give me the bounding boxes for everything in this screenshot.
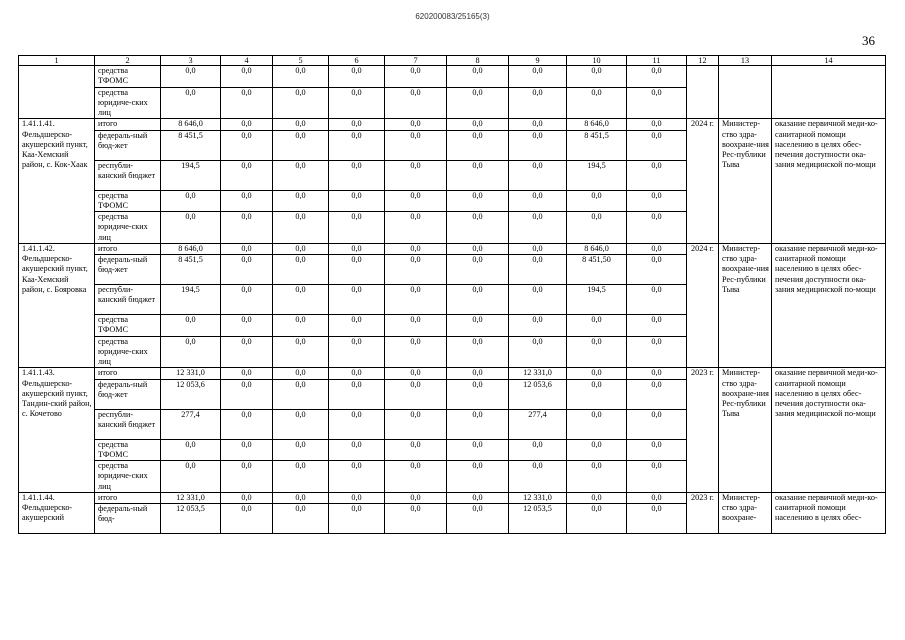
amount-cell: 0,0 [161,315,221,337]
item-cell-continued [19,66,95,88]
amount-cell: 12 331,0 [161,492,221,503]
item-cell-continued [19,87,95,119]
amount-cell: 12 331,0 [509,368,567,379]
year-cell: 2023 г. [687,492,719,533]
amount-cell: 0,0 [567,212,627,244]
amount-cell: 0,0 [161,461,221,493]
year-cell-continued [687,66,719,88]
year-cell: 2024 г. [687,243,719,368]
amount-cell: 0,0 [509,160,567,190]
amount-cell: 277,4 [161,409,221,439]
amount-cell: 8 451,5 [567,130,627,160]
amount-cell: 0,0 [567,87,627,119]
amount-cell: 0,0 [329,439,385,461]
amount-cell: 0,0 [627,336,687,368]
amount-cell: 0,0 [385,368,447,379]
amount-cell: 8 451,50 [567,255,627,285]
executor-cell-continued [719,66,772,88]
result-cell: оказание первичной меди-ко-санитарной помощи населению в целях обес-печения доступности ока-зания медицинской по-мощи [772,243,886,368]
amount-cell: 0,0 [447,243,509,254]
amount-cell: 0,0 [329,315,385,337]
amount-cell: 0,0 [385,285,447,315]
amount-cell: 0,0 [273,379,329,409]
amount-cell: 0,0 [329,492,385,503]
funding-source-label: итого [95,119,161,130]
amount-cell: 0,0 [627,255,687,285]
amount-cell: 0,0 [221,336,273,368]
amount-cell: 0,0 [447,255,509,285]
column-number-header: 4 [221,56,273,66]
table-row [19,66,886,88]
table-row [19,492,886,503]
amount-cell: 0,0 [385,409,447,439]
amount-cell: 0,0 [385,336,447,368]
executor-cell: Министер-ство здра-воохране- [719,492,772,533]
amount-cell: 0,0 [447,87,509,119]
amount-cell: 194,5 [567,160,627,190]
amount-cell: 0,0 [273,409,329,439]
amount-cell: 0,0 [509,130,567,160]
amount-cell: 0,0 [273,87,329,119]
amount-cell: 0,0 [273,119,329,130]
amount-cell: 0,0 [509,212,567,244]
funding-source-label: федераль-ный бюд-жет [95,130,161,160]
amount-cell: 0,0 [273,461,329,493]
amount-cell: 0,0 [509,461,567,493]
amount-cell: 0,0 [273,504,329,534]
amount-cell: 0,0 [385,212,447,244]
amount-cell: 0,0 [509,119,567,130]
amount-cell: 0,0 [221,315,273,337]
amount-cell: 0,0 [273,130,329,160]
funding-source-label: средства ТФОМС [95,190,161,212]
budget-table [18,55,886,534]
funding-source-label: республи-канский бюджет [95,160,161,190]
amount-cell: 0,0 [221,87,273,119]
amount-cell: 12 053,5 [161,504,221,534]
amount-cell: 0,0 [329,87,385,119]
column-number-header: 7 [385,56,447,66]
executor-cell: Министер-ство здра-воохране-ния Рес-публики Тыва [719,368,772,493]
amount-cell: 0,0 [221,368,273,379]
amount-cell: 0,0 [273,212,329,244]
funding-source-label: средства юридиче-ских лиц [95,87,161,119]
amount-cell: 0,0 [447,368,509,379]
amount-cell: 0,0 [509,66,567,88]
amount-cell: 0,0 [385,439,447,461]
amount-cell: 0,0 [221,285,273,315]
amount-cell: 12 331,0 [161,368,221,379]
amount-cell: 0,0 [567,336,627,368]
funding-source-label: средства юридиче-ских лиц [95,336,161,368]
amount-cell: 8 646,0 [161,243,221,254]
amount-cell: 0,0 [329,160,385,190]
funding-source-label: федераль-ный бюд- [95,504,161,534]
amount-cell: 0,0 [385,504,447,534]
amount-cell: 0,0 [329,190,385,212]
amount-cell: 0,0 [509,190,567,212]
amount-cell: 0,0 [567,492,627,503]
amount-cell: 0,0 [567,190,627,212]
amount-cell: 0,0 [329,336,385,368]
amount-cell: 0,0 [509,285,567,315]
amount-cell: 0,0 [447,439,509,461]
column-number-header: 10 [567,56,627,66]
amount-cell: 0,0 [273,315,329,337]
amount-cell: 0,0 [221,409,273,439]
amount-cell: 0,0 [627,461,687,493]
amount-cell: 0,0 [567,439,627,461]
amount-cell: 0,0 [447,285,509,315]
amount-cell: 0,0 [221,243,273,254]
amount-cell: 0,0 [627,130,687,160]
amount-cell: 12 053,6 [509,379,567,409]
amount-cell: 0,0 [273,439,329,461]
column-number-header: 11 [627,56,687,66]
amount-cell: 0,0 [221,66,273,88]
item-description-cell: 1.41.1.41. Фельдшерско-акушерский пункт, Каа-Хемский район, с. Кок-Хаак [19,119,95,244]
funding-source-label: средства юридиче-ских лиц [95,461,161,493]
amount-cell: 0,0 [447,130,509,160]
result-cell-continued [772,87,886,119]
amount-cell: 0,0 [509,439,567,461]
amount-cell: 0,0 [329,130,385,160]
column-number-header: 1 [19,56,95,66]
amount-cell: 0,0 [329,255,385,285]
column-number-header: 13 [719,56,772,66]
amount-cell: 0,0 [273,492,329,503]
amount-cell: 0,0 [221,255,273,285]
amount-cell: 0,0 [627,160,687,190]
amount-cell: 0,0 [447,315,509,337]
amount-cell: 0,0 [509,255,567,285]
amount-cell: 0,0 [329,368,385,379]
year-cell: 2024 г. [687,119,719,244]
funding-source-label: средства ТФОМС [95,315,161,337]
amount-cell: 0,0 [221,379,273,409]
amount-cell: 0,0 [329,409,385,439]
amount-cell: 0,0 [221,212,273,244]
amount-cell: 0,0 [627,315,687,337]
amount-cell: 0,0 [567,409,627,439]
amount-cell: 0,0 [627,87,687,119]
amount-cell: 194,5 [567,285,627,315]
amount-cell: 0,0 [627,212,687,244]
amount-cell: 0,0 [385,66,447,88]
funding-source-label: средства ТФОМС [95,66,161,88]
page-number: 36 [862,33,875,48]
table-row [19,368,886,379]
amount-cell: 0,0 [221,119,273,130]
amount-cell: 0,0 [329,119,385,130]
amount-cell: 0,0 [221,492,273,503]
amount-cell: 0,0 [447,461,509,493]
amount-cell: 0,0 [273,66,329,88]
year-cell-continued [687,87,719,119]
amount-cell: 0,0 [567,379,627,409]
amount-cell: 0,0 [221,130,273,160]
amount-cell: 0,0 [273,255,329,285]
column-number-header: 14 [772,56,886,66]
table-row [19,119,886,130]
amount-cell: 0,0 [447,66,509,88]
column-number-header: 6 [329,56,385,66]
column-number-header: 8 [447,56,509,66]
column-number-header: 5 [273,56,329,66]
amount-cell: 0,0 [447,504,509,534]
amount-cell: 194,5 [161,160,221,190]
amount-cell: 194,5 [161,285,221,315]
item-description-cell: 1.41.1.44. Фельдшерско-акушерский [19,492,95,533]
amount-cell: 0,0 [273,160,329,190]
amount-cell: 277,4 [509,409,567,439]
amount-cell: 0,0 [447,336,509,368]
amount-cell: 0,0 [627,66,687,88]
amount-cell: 0,0 [627,409,687,439]
amount-cell: 8 646,0 [567,119,627,130]
amount-cell: 0,0 [329,504,385,534]
item-description-cell: 1.41.1.42. Фельдшерско-акушерский пункт, Каа-Хемский район, с. Бояровка [19,243,95,368]
amount-cell: 0,0 [447,190,509,212]
amount-cell: 12 331,0 [509,492,567,503]
amount-cell: 0,0 [329,285,385,315]
amount-cell: 8 451,5 [161,130,221,160]
executor-cell: Министер-ство здра-воохране-ния Рес-публики Тыва [719,119,772,244]
amount-cell: 8 646,0 [161,119,221,130]
amount-cell: 0,0 [385,492,447,503]
funding-source-label: итого [95,243,161,254]
amount-cell: 0,0 [161,190,221,212]
amount-cell: 0,0 [329,66,385,88]
year-cell: 2023 г. [687,368,719,493]
amount-cell: 0,0 [385,190,447,212]
amount-cell: 0,0 [509,315,567,337]
column-number-header: 2 [95,56,161,66]
amount-cell: 0,0 [627,379,687,409]
amount-cell: 0,0 [447,160,509,190]
amount-cell: 0,0 [627,285,687,315]
amount-cell: 12 053,5 [509,504,567,534]
amount-cell: 0,0 [221,439,273,461]
document-code: 620200083/25165(3) [415,12,490,21]
amount-cell: 0,0 [329,379,385,409]
amount-cell: 0,0 [221,461,273,493]
result-cell: оказание первичной меди-ко-санитарной помощи населению в целях обес- [772,492,886,533]
funding-source-label: республи-канский бюджет [95,285,161,315]
amount-cell: 0,0 [627,190,687,212]
amount-cell: 0,0 [329,212,385,244]
amount-cell: 0,0 [329,243,385,254]
amount-cell: 0,0 [509,336,567,368]
result-cell-continued [772,66,886,88]
amount-cell: 0,0 [567,461,627,493]
funding-source-label: федераль-ный бюд-жет [95,379,161,409]
amount-cell: 0,0 [161,439,221,461]
amount-cell: 0,0 [221,504,273,534]
amount-cell: 0,0 [447,409,509,439]
amount-cell: 0,0 [221,190,273,212]
amount-cell: 0,0 [161,336,221,368]
amount-cell: 0,0 [509,243,567,254]
result-cell: оказание первичной меди-ко-санитарной помощи населению в целях обес-печения доступности ока-зания медицинской по-мощи [772,119,886,244]
funding-source-label: итого [95,492,161,503]
amount-cell: 0,0 [329,461,385,493]
amount-cell: 0,0 [627,504,687,534]
amount-cell: 0,0 [627,243,687,254]
amount-cell: 0,0 [385,160,447,190]
column-number-header: 9 [509,56,567,66]
amount-cell: 12 053,6 [161,379,221,409]
amount-cell: 0,0 [385,255,447,285]
amount-cell: 0,0 [273,336,329,368]
amount-cell: 0,0 [447,212,509,244]
funding-source-label: средства ТФОМС [95,439,161,461]
item-description-cell: 1.41.1.43. Фельдшерско-акушерский пункт, Тандин-ский район, с. Кочетово [19,368,95,493]
amount-cell: 0,0 [447,119,509,130]
amount-cell: 0,0 [385,315,447,337]
amount-cell: 0,0 [627,368,687,379]
amount-cell: 0,0 [161,87,221,119]
amount-cell: 8 646,0 [567,243,627,254]
funding-source-label: итого [95,368,161,379]
executor-cell-continued [719,87,772,119]
column-number-header: 12 [687,56,719,66]
amount-cell: 0,0 [273,368,329,379]
amount-cell: 0,0 [447,492,509,503]
amount-cell: 0,0 [385,243,447,254]
amount-cell: 0,0 [385,461,447,493]
funding-source-label: федераль-ный бюд-жет [95,255,161,285]
result-cell: оказание первичной меди-ко-санитарной помощи населению в целях обес-печения доступности ока-зания медицинской по-мощи [772,368,886,493]
amount-cell: 0,0 [627,492,687,503]
amount-cell: 0,0 [509,87,567,119]
amount-cell: 0,0 [567,504,627,534]
amount-cell: 0,0 [221,160,273,190]
funding-source-label: республи-канский бюджет [95,409,161,439]
executor-cell: Министер-ство здра-воохране-ния Рес-публики Тыва [719,243,772,368]
table-row [19,243,886,254]
amount-cell: 0,0 [161,66,221,88]
amount-cell: 0,0 [627,439,687,461]
amount-cell: 0,0 [273,243,329,254]
amount-cell: 0,0 [385,130,447,160]
amount-cell: 0,0 [567,315,627,337]
amount-cell: 0,0 [273,285,329,315]
amount-cell: 0,0 [567,368,627,379]
amount-cell: 0,0 [447,379,509,409]
amount-cell: 8 451,5 [161,255,221,285]
amount-cell: 0,0 [567,66,627,88]
funding-source-label: средства юридиче-ских лиц [95,212,161,244]
table-row [19,87,886,119]
column-number-header: 3 [161,56,221,66]
amount-cell: 0,0 [273,190,329,212]
amount-cell: 0,0 [385,119,447,130]
amount-cell: 0,0 [161,212,221,244]
amount-cell: 0,0 [627,119,687,130]
amount-cell: 0,0 [385,379,447,409]
amount-cell: 0,0 [385,87,447,119]
